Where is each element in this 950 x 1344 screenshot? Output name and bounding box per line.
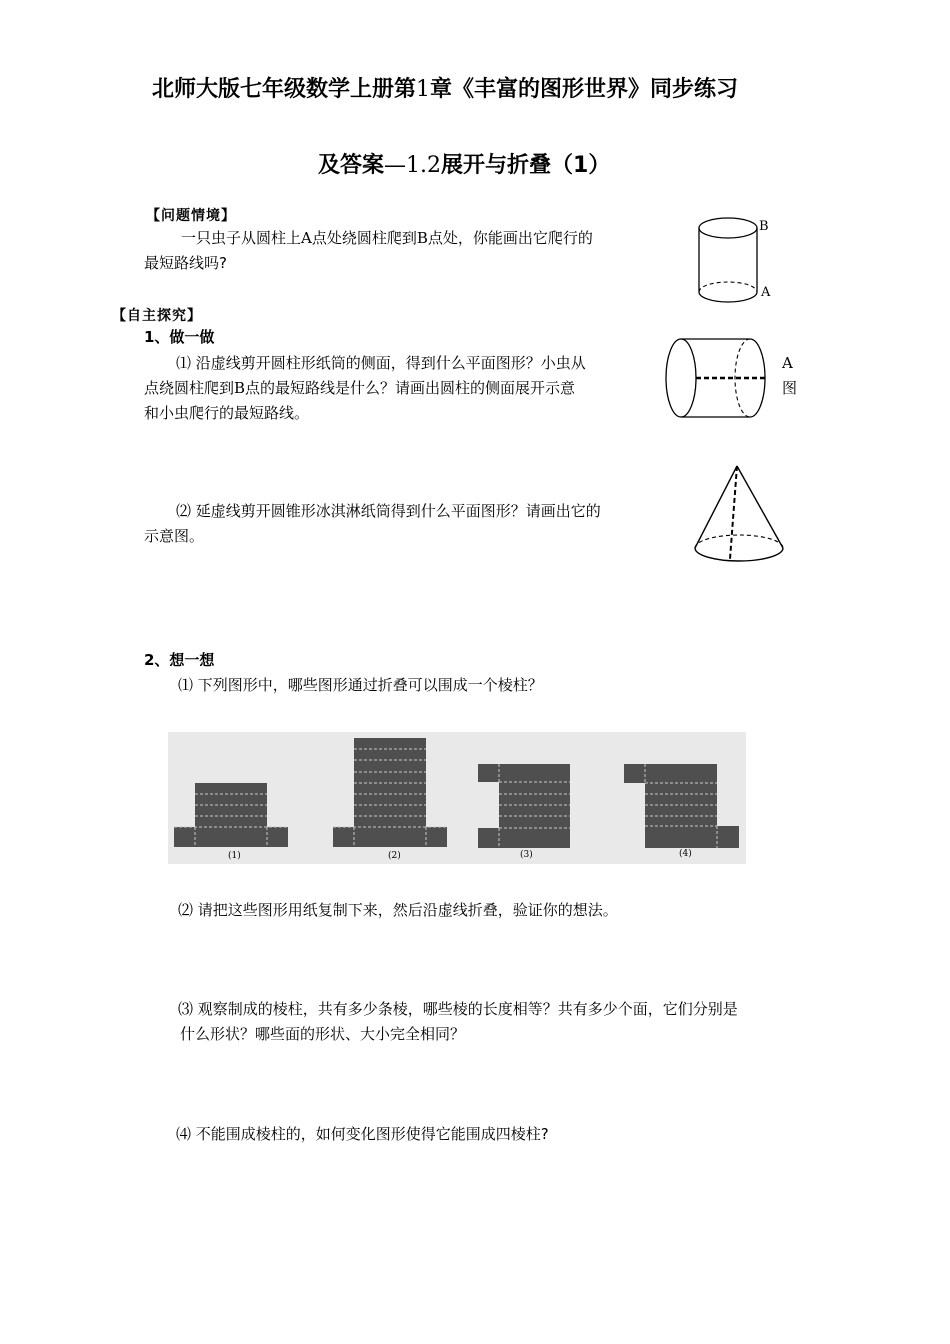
think-q3-num: ⑶	[178, 1000, 194, 1018]
side-label-tu: 图	[782, 379, 798, 397]
think-q2-num: ⑵	[178, 901, 194, 919]
title-text-c: 及答案	[318, 153, 385, 178]
net-label-2: (2)	[388, 851, 401, 861]
pc-text1: 一只虫子从圆柱上	[181, 229, 302, 247]
side-label-a: A	[782, 354, 793, 372]
title-text-d: 展开与折叠（1）	[441, 153, 611, 178]
pc-text3: 点处，你能画出它爬行的	[427, 229, 593, 247]
title-chapter-num: 1	[416, 77, 431, 102]
title-section-num: —1.2	[384, 153, 442, 178]
horizontal-cylinder-figure	[664, 336, 776, 422]
cylinder-label-a: A	[761, 285, 771, 300]
do-q2-text1: 延虚线剪开圆锥形冰淇淋纸筒得到什么平面图形？请画出它的	[195, 502, 601, 520]
problem-context-line2: 最短路线吗?	[144, 254, 227, 272]
do-it-heading: 1、做一做	[144, 328, 215, 346]
cylinder-label-b: B	[759, 219, 769, 234]
think-q4	[176, 1122, 549, 1147]
think-q2-text: 请把这些图形用纸复制下来，然后沿虚线折叠，验证你的想法。	[197, 901, 618, 919]
title-text-b: 章《丰富的图形世界》同步练习	[430, 77, 739, 102]
page-title-line1	[152, 72, 738, 103]
do-q1-line2	[144, 376, 575, 401]
do-q1-text2a: 点绕圆柱爬到	[144, 379, 235, 397]
net-label-3: (3)	[520, 850, 533, 860]
think-q1-text: 下列图形中，哪些图形通过折叠可以围成一个棱柱？	[197, 676, 543, 694]
do-q1-line1	[176, 351, 586, 376]
problem-context-tag: 【问题情境】	[146, 208, 236, 224]
pc-text2: 点处绕圆柱爬到	[311, 229, 417, 247]
do-q1-point-b: B	[234, 379, 246, 397]
do-q1-line3: 和小虫爬行的最短路线。	[144, 404, 310, 422]
do-q2-line1	[176, 499, 601, 524]
think-q3-line2: 什么形状？哪些面的形状、大小完全相同？	[180, 1025, 466, 1043]
do-q2-num: ⑵	[176, 502, 192, 520]
do-q1-text2b: 点的最短路线是什么？请画出圆柱的侧面展开示意	[245, 379, 576, 397]
problem-context-line1	[181, 226, 593, 251]
think-q3-line1	[178, 997, 738, 1022]
think-q4-num: ⑷	[176, 1125, 192, 1143]
self-explore-tag: 【自主探究】	[112, 308, 202, 324]
prism-nets-figure	[168, 732, 746, 864]
think-q3-text1: 观察制成的棱柱，共有多少条棱，哪些棱的长度相等？共有多少个面，它们分别是	[197, 1000, 738, 1018]
page-title-line2	[318, 148, 610, 179]
net-label-4: (4)	[679, 849, 692, 859]
think-heading: 2、想一想	[144, 651, 215, 669]
think-q2	[178, 898, 618, 923]
pc-point-a: A	[301, 229, 312, 247]
think-q4-text: 不能围成棱柱的，如何变化图形使得它能围成四棱柱?	[195, 1125, 549, 1143]
net-label-1: (1)	[228, 851, 241, 861]
do-q2-line2: 示意图。	[144, 527, 205, 545]
do-q1-num: ⑴	[176, 354, 192, 372]
think-q1-num: ⑴	[178, 676, 194, 694]
pc-point-b: B	[416, 229, 428, 247]
cone-figure	[690, 462, 790, 566]
think-q1	[178, 673, 543, 698]
title-text-a: 北师大版七年级数学上册第	[152, 77, 417, 102]
do-q1-text1: 沿虚线剪开圆柱形纸筒的侧面，得到什么平面图形？小虫从	[195, 354, 586, 372]
